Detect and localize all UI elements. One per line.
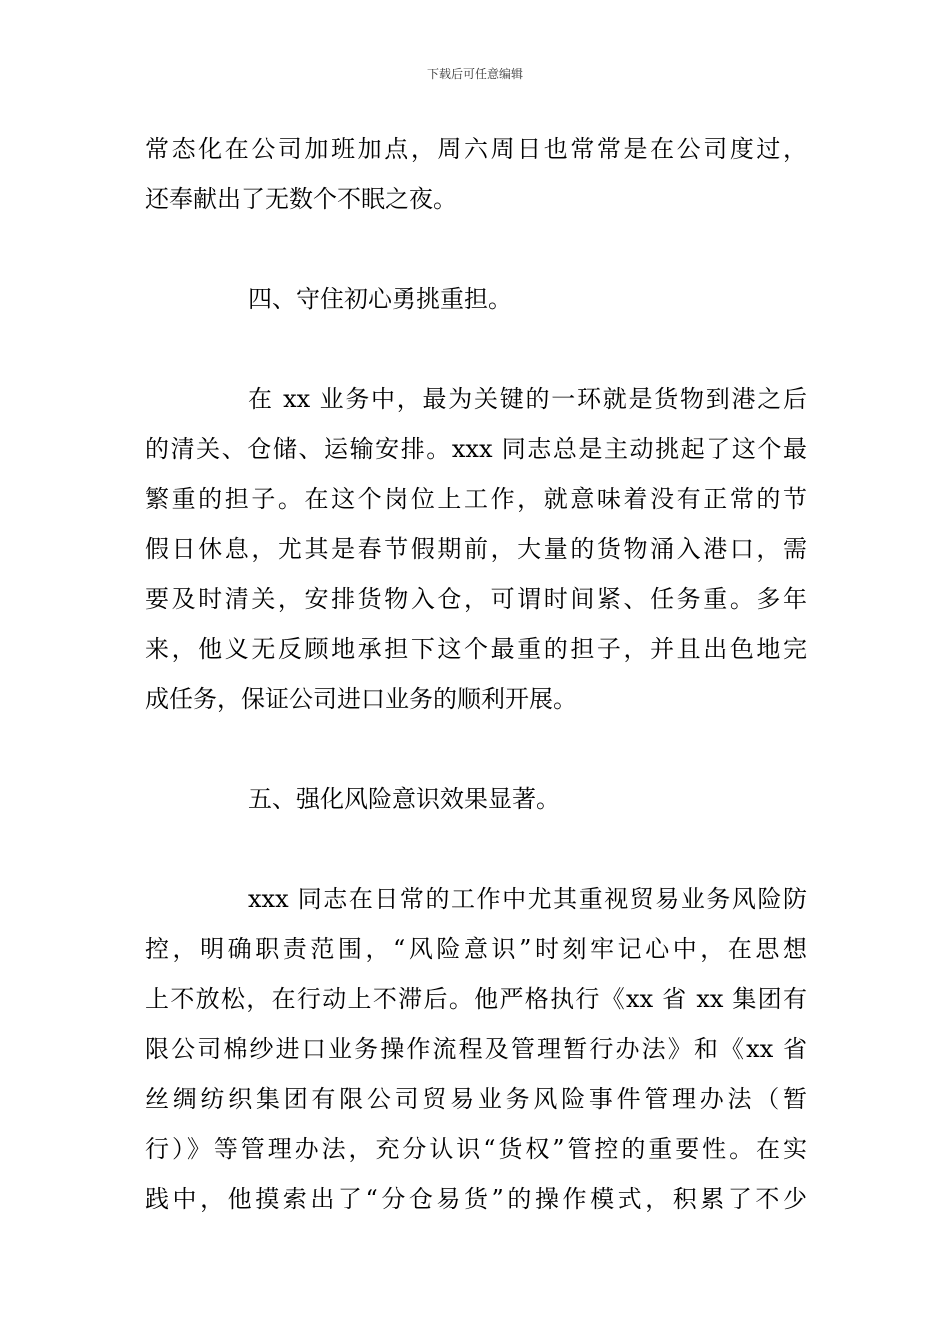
document-body <box>145 124 807 1224</box>
text-line: 要及时清关，安排货物入仓，可谓时间紧、任务重。多年 <box>145 585 807 613</box>
body-paragraph <box>145 874 807 1224</box>
text-line: 上不放松，在行动上不滞后。他严格执行《xx 省 xx 集团有 <box>145 985 807 1013</box>
section-heading: 五、强化风险意识效果显著。 <box>248 785 560 813</box>
text-line: 繁重的担子。在这个岗位上工作，就意味着没有正常的节 <box>145 485 807 513</box>
paragraph-spacer <box>145 224 807 274</box>
page-header: 下载后可任意编辑 <box>426 67 523 81</box>
paragraph-spacer <box>145 824 807 874</box>
text-line: 还奉献出了无数个不眠之夜。 <box>145 185 457 213</box>
paragraph-spacer <box>145 724 807 774</box>
text-line: xxx 同志在日常的工作中尤其重视贸易业务风险防 <box>248 885 807 913</box>
text-line: 常态化在公司加班加点，周六周日也常常是在公司度过， <box>145 135 807 163</box>
text-line: 丝绸纺织集团有限公司贸易业务风险事件管理办法（暂 <box>145 1085 807 1113</box>
text-line: 的清关、仓储、运输安排。xxx 同志总是主动挑起了这个最 <box>145 435 807 463</box>
text-line: 来，他义无反顾地承担下这个最重的担子，并且出色地完 <box>145 635 807 663</box>
text-line: 行）》等管理办法，充分认识“货权”管控的重要性。在实 <box>145 1135 807 1163</box>
text-line: 践中，他摸索出了“分仓易货”的操作模式，积累了不少 <box>145 1185 807 1213</box>
paragraph-spacer <box>145 324 807 374</box>
text-line: 假日休息，尤其是春节假期前，大量的货物涌入港口，需 <box>145 535 807 563</box>
body-paragraph <box>145 124 807 224</box>
text-line: 控，明确职责范围，“风险意识”时刻牢记心中，在思想 <box>145 935 807 963</box>
section-heading: 四、守住初心勇挑重担。 <box>248 285 512 313</box>
text-line: 限公司棉纱进口业务操作流程及管理暂行办法》和《xx 省 <box>145 1035 807 1063</box>
text-line: 在 xx 业务中，最为关键的一环就是货物到港之后 <box>248 385 807 413</box>
text-line: 成任务，保证公司进口业务的顺利开展。 <box>145 685 577 713</box>
body-paragraph <box>145 374 807 724</box>
